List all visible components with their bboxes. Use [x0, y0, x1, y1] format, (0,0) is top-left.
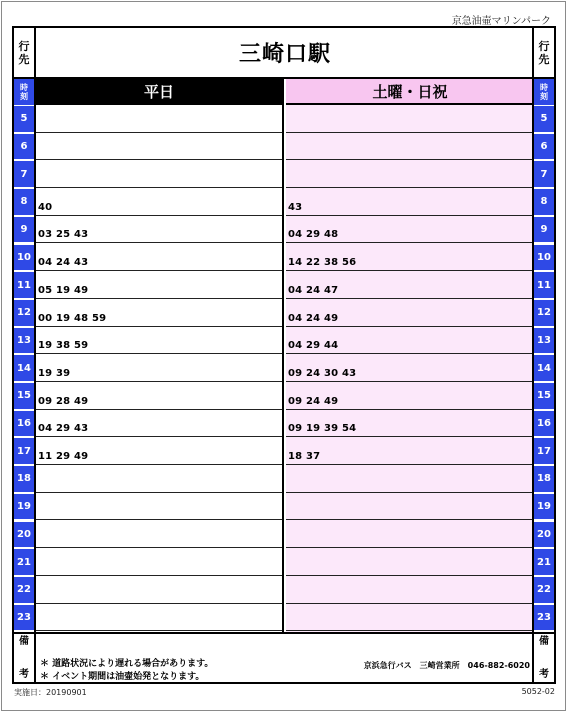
remarks-char-1: 備: [19, 636, 29, 647]
hour-label: 5: [14, 106, 34, 132]
weekday-hour-row: [36, 133, 282, 161]
hour-label: 14: [534, 355, 554, 381]
weekday-minutes: 40: [38, 201, 53, 213]
weekday-hour-row: [36, 437, 282, 465]
holiday-hour-row: [286, 327, 534, 355]
weekday-column: [36, 105, 284, 632]
weekday-minutes: 19 39: [38, 367, 71, 379]
weekday-minutes: 04 29 43: [38, 423, 89, 435]
hour-label: 23: [14, 605, 34, 631]
note-line: ＊ 道路状況により遅れる場合があります。: [40, 659, 214, 669]
remarks-label: [534, 632, 554, 682]
weekday-hour-row: [36, 410, 282, 438]
weekday-hour-row: [36, 493, 282, 521]
hour-label: 18: [14, 466, 34, 492]
weekday-hour-row: [36, 604, 282, 632]
hour-label: 6: [14, 134, 34, 160]
jikoku-char-1: 時: [540, 83, 548, 92]
right-hour-column: [532, 28, 554, 682]
holiday-hour-row: [286, 437, 534, 465]
hour-label: 8: [534, 189, 554, 215]
destination-char-1: 行: [18, 39, 30, 53]
holiday-hour-row: [286, 382, 534, 410]
jikoku-label: [14, 79, 34, 105]
title-area: [36, 28, 534, 79]
holiday-hour-row: [286, 105, 534, 133]
hour-label: 11: [14, 272, 34, 298]
hour-label: 11: [534, 272, 554, 298]
weekday-hour-row: [36, 216, 282, 244]
hour-label: 10: [14, 245, 34, 271]
hour-label: 13: [534, 328, 554, 354]
weekday-minutes: 03 25 43: [38, 229, 89, 241]
hour-label: 9: [534, 217, 554, 243]
hour-label: 20: [534, 522, 554, 548]
hour-label: 18: [534, 466, 554, 492]
hour-label: 7: [534, 161, 554, 187]
holiday-hour-row: [286, 576, 534, 604]
hour-label: 8: [14, 189, 34, 215]
hour-label: 14: [14, 355, 34, 381]
holiday-minutes: 14 22 38 56: [288, 257, 357, 269]
weekday-hour-row: [36, 271, 282, 299]
hour-label: 9: [14, 217, 34, 243]
weekday-hour-row: [36, 299, 282, 327]
hour-label: 21: [534, 549, 554, 575]
holiday-hour-row: [286, 493, 534, 521]
hour-label: 20: [14, 522, 34, 548]
weekday-minutes: 09 28 49: [38, 395, 89, 407]
holiday-hour-row: [286, 604, 534, 632]
weekday-hour-row: [36, 548, 282, 576]
holiday-hour-row: [286, 521, 534, 549]
holiday-column: [286, 105, 534, 632]
weekday-header: 平日: [36, 79, 284, 105]
left-hour-column: [14, 28, 36, 682]
destination-label: [14, 28, 34, 79]
hour-label: 7: [14, 161, 34, 187]
hour-label: 5: [534, 106, 554, 132]
remarks-char-1: 備: [539, 636, 549, 647]
weekday-minutes: 11 29 49: [38, 451, 89, 463]
jikoku-label: [534, 79, 554, 105]
weekday-hour-row: [36, 188, 282, 216]
timetable-frame: [12, 26, 556, 684]
hour-label: 15: [14, 383, 34, 409]
hour-label: 16: [534, 411, 554, 437]
holiday-hour-row: [286, 188, 534, 216]
hour-label: 15: [534, 383, 554, 409]
weekday-minutes: 19 38 59: [38, 340, 89, 352]
remarks-label: [14, 632, 34, 682]
weekday-hour-row: [36, 160, 282, 188]
hour-label: 19: [534, 494, 554, 520]
holiday-hour-row: [286, 160, 534, 188]
holiday-minutes: 04 29 48: [288, 229, 339, 241]
hour-label: 12: [14, 300, 34, 326]
hour-label: 19: [14, 494, 34, 520]
jikoku-char-1: 時: [20, 83, 28, 92]
remarks-char-2: 考: [19, 669, 29, 680]
jikoku-char-2: 刻: [540, 92, 548, 101]
holiday-hour-row: [286, 410, 534, 438]
destination-char-2: 先: [538, 52, 550, 66]
holiday-hour-row: [286, 354, 534, 382]
remarks-char-2: 考: [539, 669, 549, 680]
holiday-minutes: 43: [288, 201, 303, 213]
weekday-minutes: 00 19 48 59: [38, 312, 107, 324]
holiday-minutes: 04 24 49: [288, 312, 339, 324]
holiday-minutes: 18 37: [288, 451, 321, 463]
holiday-minutes: 09 24 49: [288, 395, 339, 407]
operator-contact: 京浜急行バス 三崎営業所 046-882-6020: [363, 661, 530, 670]
hour-label: 13: [14, 328, 34, 354]
hour-label: 6: [534, 134, 554, 160]
weekday-hour-row: [36, 327, 282, 355]
hour-label: 10: [534, 245, 554, 271]
notes: [40, 658, 213, 684]
document-code: 5052-02: [521, 687, 555, 696]
holiday-minutes: 04 29 44: [288, 340, 339, 352]
note-line: ＊ イベント期間は油壷始発となります。: [40, 672, 205, 682]
holiday-minutes: 09 24 30 43: [288, 367, 357, 379]
holiday-header: 土曜・日祝: [286, 79, 534, 105]
holiday-hour-row: [286, 244, 534, 272]
weekday-hour-row: [36, 465, 282, 493]
weekday-minutes: 04 24 43: [38, 257, 89, 269]
destination-label: [534, 28, 554, 79]
weekday-hour-row: [36, 354, 282, 382]
hour-label: 22: [534, 577, 554, 603]
jikoku-char-2: 刻: [20, 92, 28, 101]
holiday-minutes: 04 24 47: [288, 284, 339, 296]
weekday-hour-row: [36, 105, 282, 133]
weekday-hour-row: [36, 576, 282, 604]
weekday-hour-row: [36, 521, 282, 549]
hour-label: 12: [534, 300, 554, 326]
holiday-hour-row: [286, 216, 534, 244]
remarks-area: [36, 632, 534, 682]
hour-label: 22: [14, 577, 34, 603]
hour-label: 16: [14, 411, 34, 437]
stop-name: 京急油壷マリンパーク: [451, 16, 551, 27]
page-title: 三崎口駅: [238, 42, 331, 67]
destination-char-1: 行: [538, 39, 550, 53]
effective-date: 実施日：20190901: [14, 688, 87, 697]
holiday-hour-row: [286, 133, 534, 161]
holiday-hour-row: [286, 465, 534, 493]
hour-label: 23: [534, 605, 554, 631]
holiday-hour-row: [286, 548, 534, 576]
holiday-hour-row: [286, 271, 534, 299]
weekday-minutes: 05 19 49: [38, 284, 89, 296]
hour-label: 21: [14, 549, 34, 575]
weekday-hour-row: [36, 244, 282, 272]
weekday-hour-row: [36, 382, 282, 410]
holiday-minutes: 09 19 39 54: [288, 423, 357, 435]
holiday-hour-row: [286, 299, 534, 327]
hour-label: 17: [14, 438, 34, 464]
hour-label: 17: [534, 438, 554, 464]
destination-char-2: 先: [18, 52, 30, 66]
